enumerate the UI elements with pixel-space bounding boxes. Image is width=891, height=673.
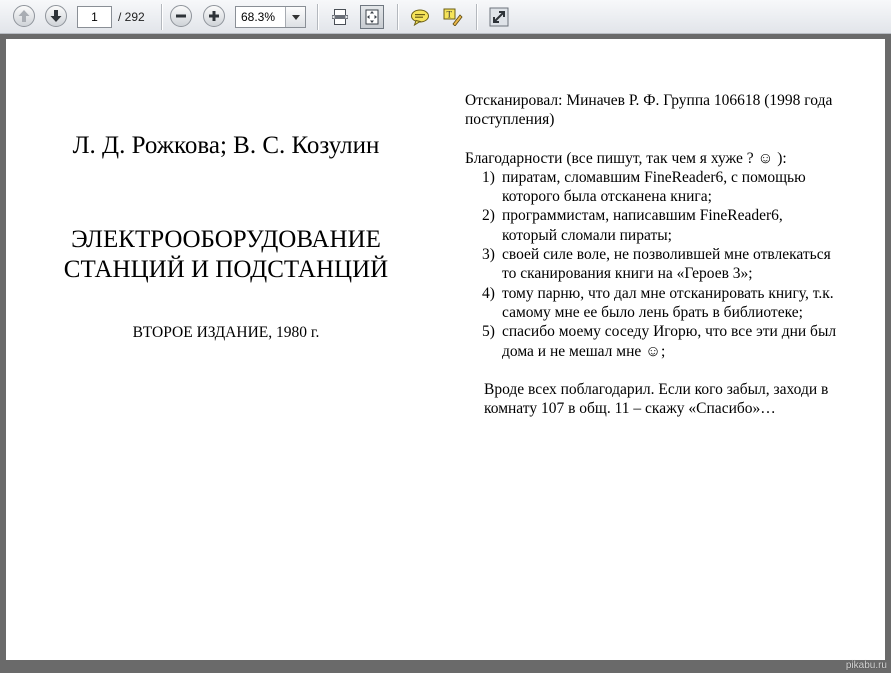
fit-width-button[interactable] [328, 5, 352, 29]
next-page-button[interactable] [45, 5, 67, 27]
zoom-out-button[interactable] [170, 5, 192, 27]
book-title-line-1: ЭЛЕКТРООБОРУДОВАНИЕ [71, 226, 381, 253]
zoom-in-icon [207, 9, 221, 23]
book-title-line-2: СТАНЦИЙ И ПОДСТАНЦИЙ [63, 256, 389, 283]
zoom-in-button[interactable] [203, 5, 225, 27]
toolbar [0, 0, 891, 34]
previous-page-button[interactable] [13, 5, 35, 27]
list-item-number: 2) [482, 207, 495, 225]
thanks-list [465, 168, 875, 361]
zoom-select[interactable] [235, 6, 306, 28]
toolbar-separator [476, 4, 477, 30]
list-item [465, 245, 875, 284]
page-total: / 292 [118, 10, 145, 24]
toolbar-separator [317, 4, 318, 30]
list-item-text: своей силе воле, не позволившей мне отвлекаться [502, 246, 831, 264]
fit-page-button[interactable] [360, 5, 384, 29]
page-number-input[interactable]: 1 [77, 6, 112, 28]
zoom-value: 68.3% [241, 10, 276, 24]
list-item [465, 206, 875, 245]
book-authors: Л. Д. Рожкова; В. С. Козулин [72, 132, 380, 159]
list-item-text: пиратам, сломавшим FineReader6, с помощью [502, 168, 806, 186]
toolbar-separator [397, 4, 398, 30]
list-item-text: программистам, написавшим FineReader6, [502, 207, 783, 225]
thanks-intro: Благодарности (все пишут, так чем я хуже ? ☺ ): [465, 149, 787, 167]
list-item [465, 168, 875, 207]
list-item [465, 284, 875, 323]
fit-page-icon [363, 8, 381, 26]
scan-notes [465, 91, 875, 418]
list-item-text-continued: дома и не мешал мне ☺; [502, 342, 666, 360]
book-title [6, 225, 446, 285]
list-item-text-continued: который сломали пираты; [502, 226, 672, 244]
highlight-icon [443, 8, 463, 26]
list-item [465, 322, 875, 361]
comment-button[interactable] [408, 5, 432, 29]
list-item-number: 1) [482, 168, 495, 186]
svg-text:T: T [446, 9, 452, 20]
fullscreen-icon [489, 7, 509, 27]
fit-width-icon [331, 8, 349, 26]
closing-text: Вроде всех поблагодарил. Если кого забыл, заходи в комнату 107 в общ. 11 – скажу «Спасибо»… [484, 380, 829, 418]
list-item-text-continued: то сканирования книги на «Героев 3»; [502, 265, 753, 283]
list-item-number: 4) [482, 284, 495, 302]
fullscreen-button[interactable] [487, 5, 511, 29]
list-item-number: 3) [482, 246, 495, 264]
arrow-up-icon [17, 9, 31, 23]
document-viewport[interactable] [0, 34, 891, 673]
zoom-dropdown-button[interactable] [285, 7, 305, 27]
list-item-number: 5) [482, 323, 495, 341]
list-item-text: спасибо моему соседу Игорю, что все эти дни был [502, 323, 837, 341]
pdf-page [6, 39, 885, 660]
book-edition: ВТОРОЕ ИЗДАНИЕ, 1980 г. [132, 324, 320, 341]
watermark: pikabu.ru [845, 660, 887, 671]
list-item-text-continued: которого была отсканена книга; [502, 188, 712, 206]
zoom-out-icon [174, 9, 188, 23]
list-item-text: тому парню, что дал мне отсканировать книгу, т.к. [502, 284, 834, 302]
highlight-button[interactable] [441, 5, 465, 29]
toolbar-separator [161, 4, 162, 30]
arrow-down-icon [49, 9, 63, 23]
comment-icon [410, 8, 430, 26]
chevron-down-icon [292, 15, 300, 20]
scanned-by-text: Отсканировал: Миначев Р. Ф. Группа 106618 (1998 года поступления) [465, 92, 833, 129]
list-item-text-continued: самому мне ее было лень брать в библиотеке; [502, 303, 803, 321]
